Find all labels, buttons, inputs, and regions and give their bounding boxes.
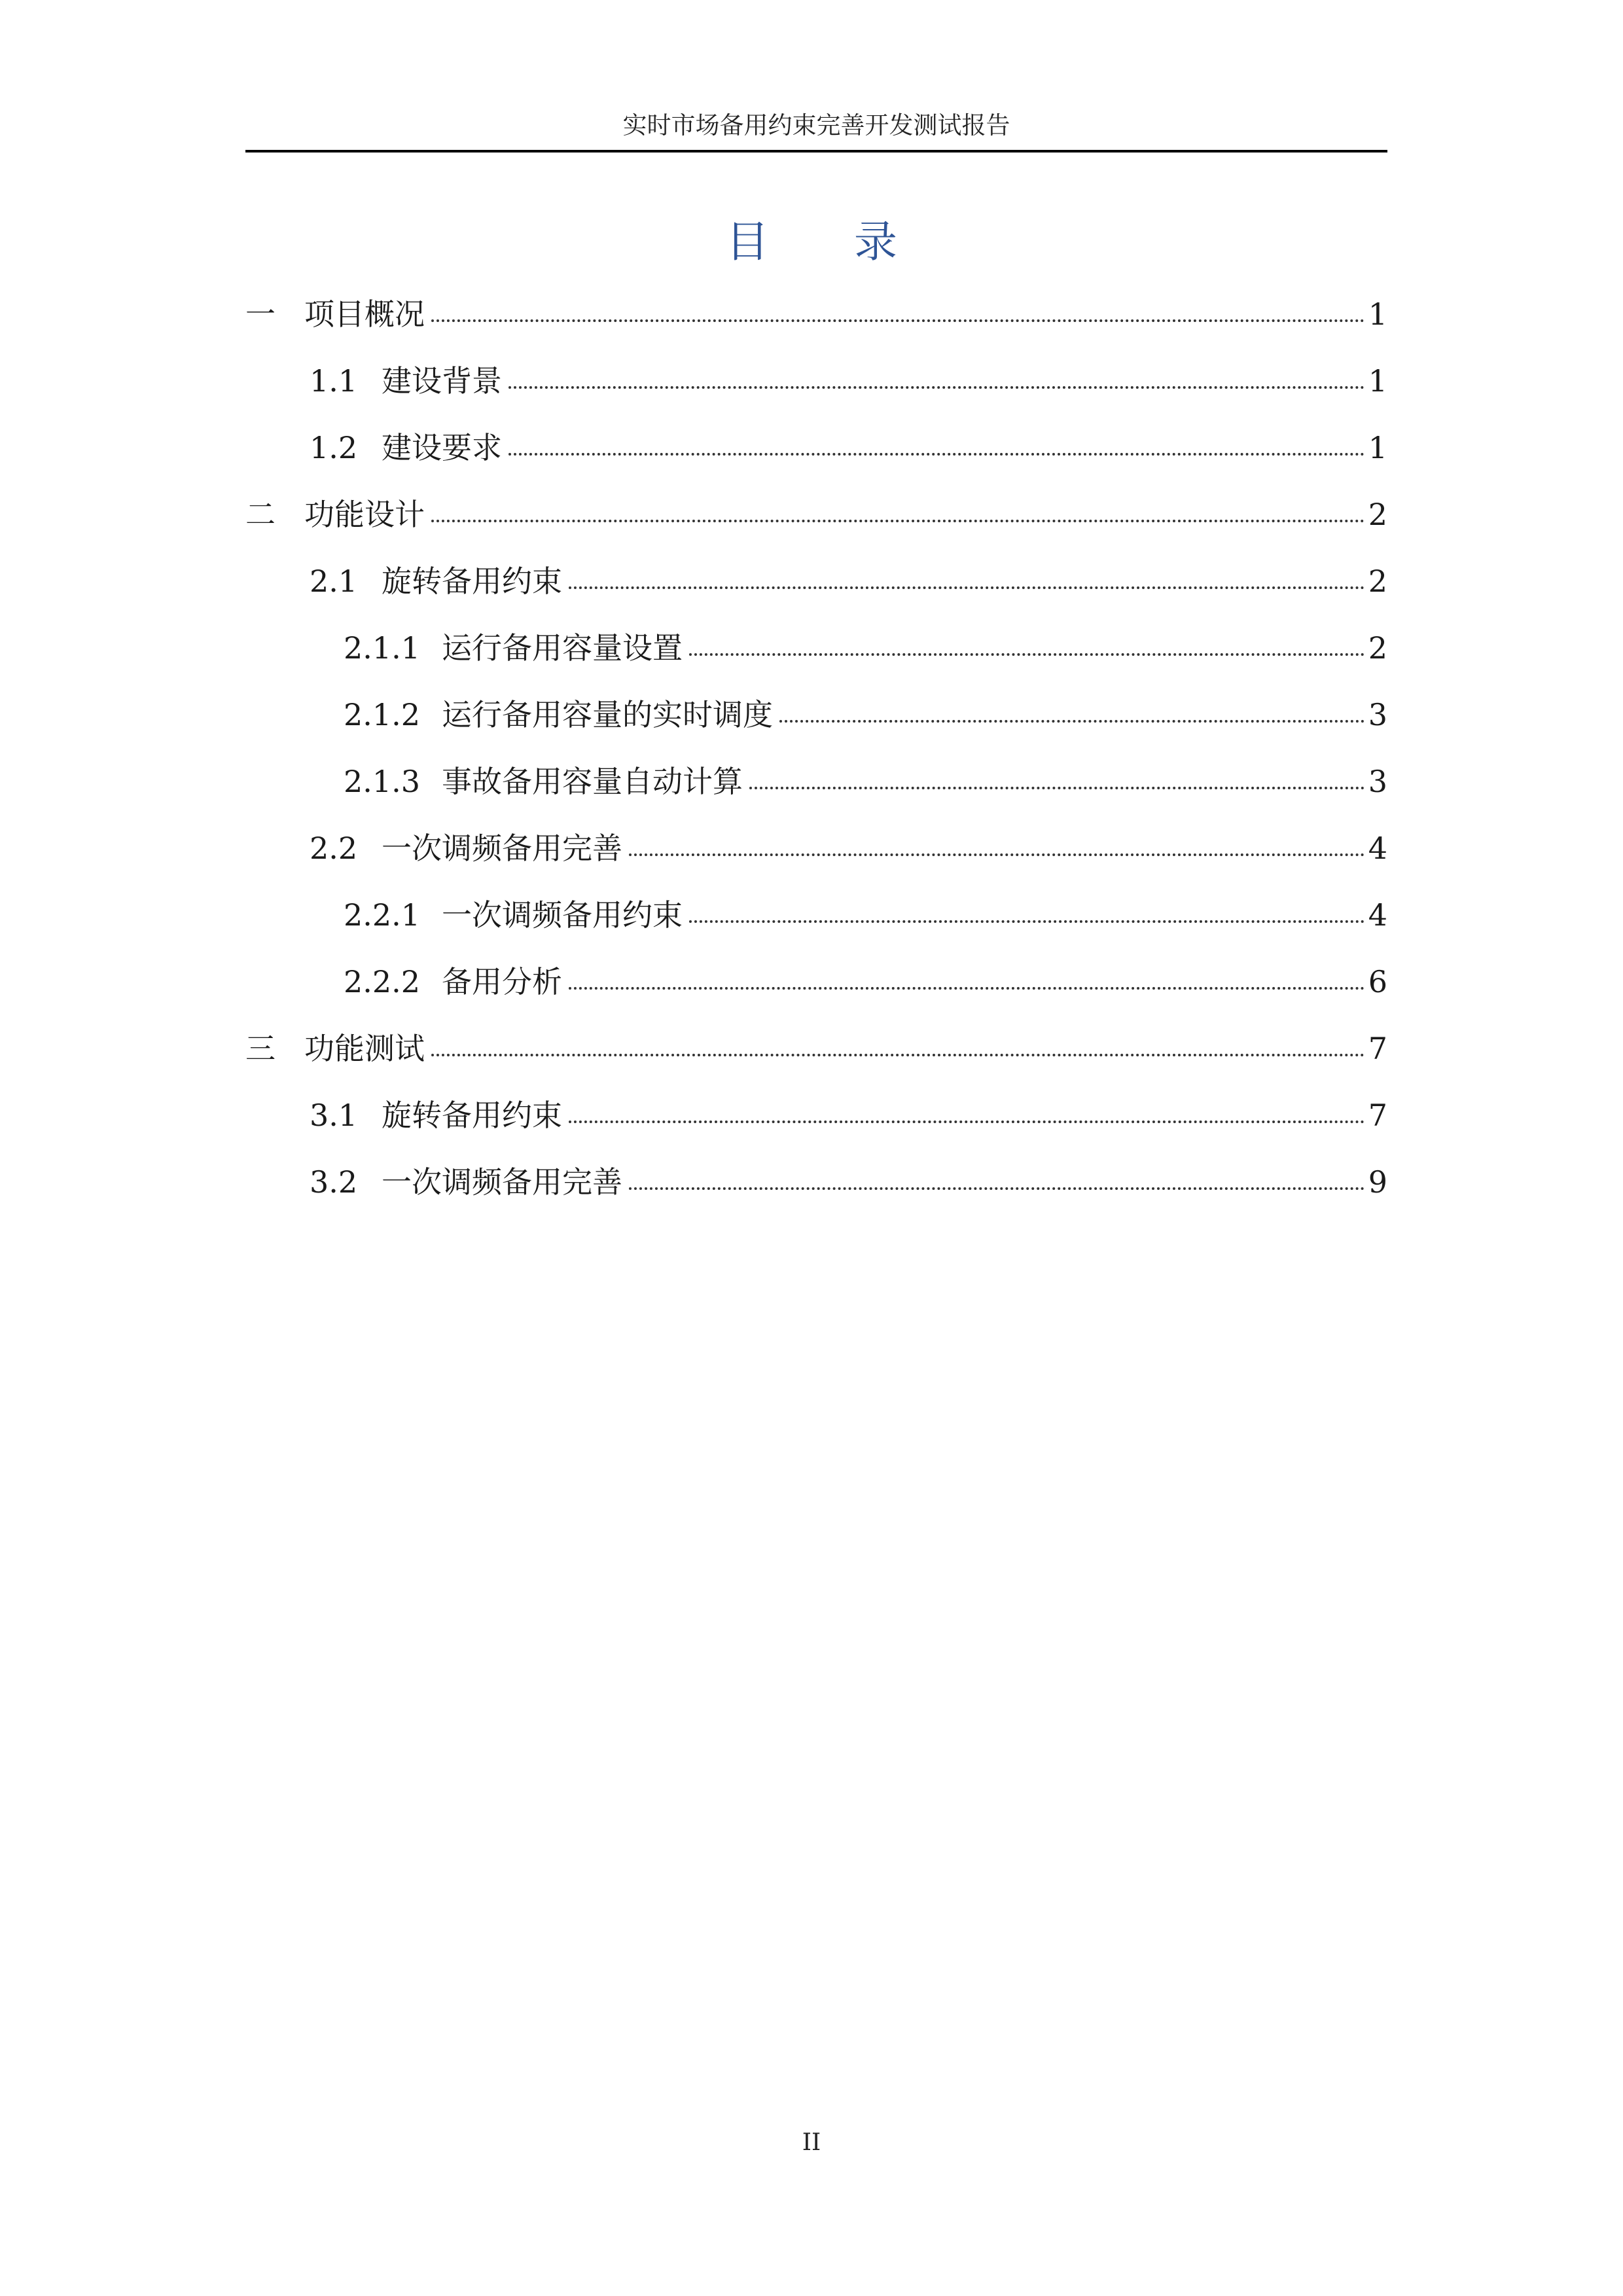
toc-entry-page: 4 [1368, 897, 1387, 933]
dot-leader [508, 386, 1364, 389]
toc-entry-page: 2 [1368, 630, 1387, 666]
toc-entry-number: 二 [245, 497, 276, 532]
toc-entry-number: 1.2 [310, 430, 358, 465]
toc-entry-number: 1.1 [310, 363, 358, 399]
toc-entry[interactable] [245, 755, 1387, 808]
toc-entry-title: 项目概况 [304, 296, 425, 332]
toc-entry[interactable] [245, 822, 1387, 874]
toc-entry[interactable] [245, 689, 1387, 741]
toc-entry-title: 功能测试 [304, 1031, 425, 1066]
toc-entry-page: 1 [1368, 363, 1387, 399]
header-title: 实时市场备用约束完善开发测试报告 [622, 111, 1010, 139]
dot-leader [779, 719, 1364, 723]
toc-entry-page: 7 [1368, 1098, 1387, 1133]
toc-heading: 目录 [726, 217, 982, 267]
toc-entry[interactable] [245, 1089, 1387, 1141]
toc-entry-title: 一次调频备用约束 [442, 897, 683, 933]
toc-entry[interactable] [245, 288, 1387, 340]
toc-entry-title: 运行备用容量的实时调度 [442, 697, 773, 732]
toc-entry-title: 一次调频备用完善 [382, 831, 622, 866]
toc-entry[interactable] [245, 555, 1387, 607]
toc-entry-title: 功能设计 [304, 497, 425, 532]
dot-leader [431, 519, 1364, 522]
toc-entry-number: 2.2.2 [344, 964, 421, 999]
dot-leader [689, 920, 1364, 923]
toc-entry-number: 3.2 [310, 1164, 358, 1200]
toc-entry-page: 1 [1368, 296, 1387, 332]
toc-entry-title: 旋转备用约束 [382, 564, 562, 599]
toc-entry-number: 3.1 [310, 1098, 358, 1133]
dot-leader [431, 1053, 1364, 1056]
toc-entry[interactable] [245, 622, 1387, 674]
page-header [245, 0, 1387, 152]
page-number: II [802, 2129, 821, 2156]
toc-entry-title: 建设背景 [382, 363, 502, 399]
toc-entry[interactable] [245, 1022, 1387, 1075]
toc-entry-page: 6 [1368, 964, 1387, 999]
dot-leader [508, 452, 1364, 456]
toc-entry[interactable] [245, 355, 1387, 407]
dot-leader [569, 1120, 1364, 1123]
toc-entry-number: 三 [245, 1031, 276, 1066]
toc-entry-title: 建设要求 [382, 430, 502, 465]
toc-entry-page: 3 [1368, 697, 1387, 732]
dot-leader [749, 786, 1364, 789]
toc-entry-page: 3 [1368, 764, 1387, 799]
toc-entry-title: 运行备用容量设置 [442, 630, 683, 666]
toc-entry-number: 2.1.2 [344, 697, 421, 732]
toc-entry-page: 1 [1368, 430, 1387, 465]
toc-entry[interactable] [245, 422, 1387, 474]
dot-leader [569, 586, 1364, 589]
toc-entry-number: 2.1.3 [344, 764, 421, 799]
toc-entry-page: 2 [1368, 564, 1387, 599]
toc-entry[interactable] [245, 956, 1387, 1008]
toc-entry-number: 一 [245, 296, 276, 332]
toc-entry-number: 2.1.1 [344, 630, 421, 666]
toc-entry[interactable] [245, 889, 1387, 941]
toc-entry-page: 4 [1368, 831, 1387, 866]
toc-entry-title: 备用分析 [442, 964, 562, 999]
toc-entry[interactable] [245, 488, 1387, 541]
dot-leader [431, 319, 1364, 322]
dot-leader [629, 853, 1364, 856]
toc-entry-number: 2.2 [310, 831, 358, 866]
dot-leader [569, 986, 1364, 990]
toc-entry-page: 7 [1368, 1031, 1387, 1066]
toc-entry-title: 一次调频备用完善 [382, 1164, 622, 1200]
toc-entry-number: 2.1 [310, 564, 358, 599]
toc-entry-page: 2 [1368, 497, 1387, 532]
toc-entry-title: 旋转备用约束 [382, 1098, 562, 1133]
dot-leader [629, 1187, 1364, 1190]
dot-leader [689, 653, 1364, 656]
toc-entry[interactable] [245, 1156, 1387, 1208]
toc-entry-number: 2.2.1 [344, 897, 421, 933]
toc-entry-page: 9 [1368, 1164, 1387, 1200]
toc-entry-title: 事故备用容量自动计算 [442, 764, 743, 799]
